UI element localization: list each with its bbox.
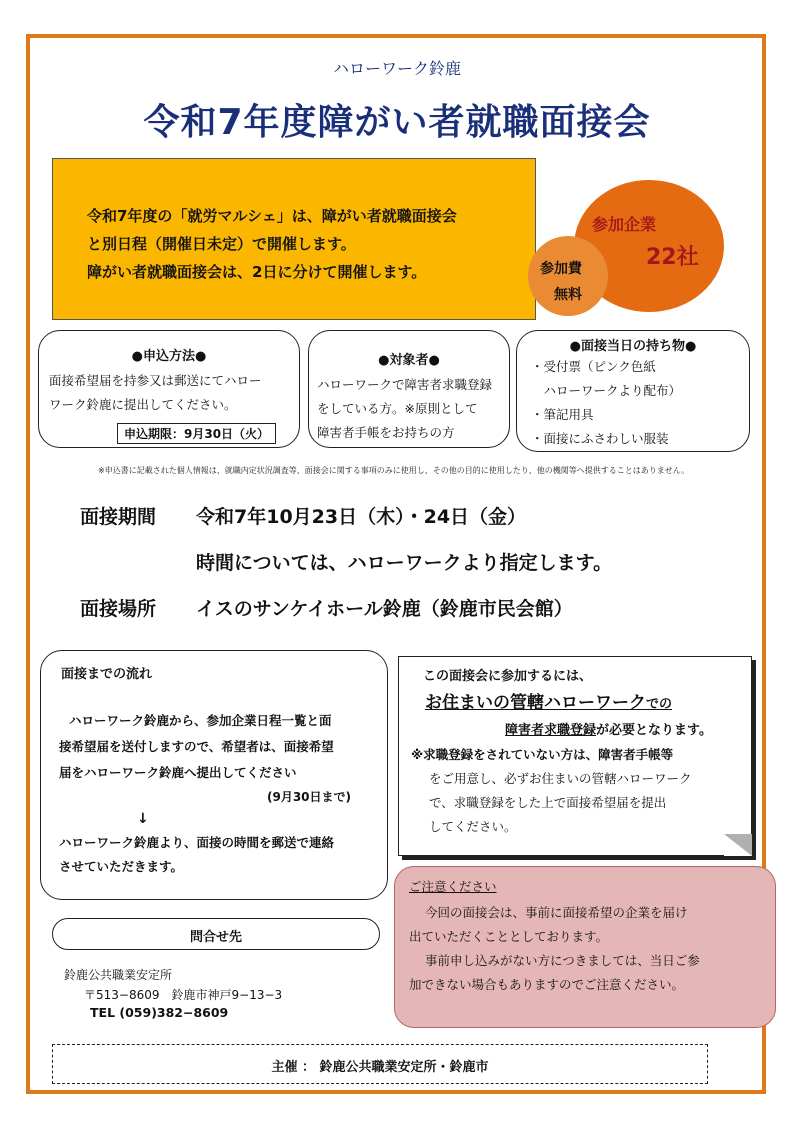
contact-tel: TEL (059)382−8609 [90, 1005, 229, 1020]
application-deadline: 申込期限：9月30日（火） [117, 423, 276, 444]
condition-box [398, 656, 752, 856]
condition-emphasis [425, 691, 672, 717]
target-text: 障害者手帳をお持ちの方 [317, 425, 455, 440]
page-title: 令和7年度障がい者就職面接会 [143, 102, 651, 143]
application-heading: ●申込方法● [131, 349, 207, 364]
contact-heading-pill [52, 918, 380, 950]
sponsor-text: 主催 ： 鈴鹿公共職業安定所・鈴鹿市 [271, 1060, 489, 1075]
condition-line: で、求職登録をした上で面接希望届を提出 [429, 795, 667, 810]
caution-text: 事前申し込みがない方につきましては、当日ご参 [425, 953, 700, 968]
companies-label: 参加企業 [592, 215, 657, 234]
flow-text: 届をハローワーク鈴鹿へ提出してください [59, 765, 297, 780]
application-text: 面接希望届を持参又は郵送にてハロー [49, 373, 262, 388]
caution-box [394, 866, 776, 1028]
intro-line: と別日程（開催日未定）で開催します。 [87, 235, 356, 253]
target-heading: ●対象者● [378, 353, 440, 368]
intro-box [52, 158, 536, 320]
page-fold-corner [724, 834, 752, 856]
belongings-item: ・受付票（ピンク色紙 [531, 359, 656, 374]
companies-count: 22社 [646, 245, 699, 270]
flow-text: 接希望届を送付しますので、希望者は、面接希望 [59, 739, 334, 754]
privacy-note: ※申込書に記載された個人情報は、就職内定状況調査等、面接会に関する事項のみに使用し、その他の目的に使用したり、他の機関等へ提供することはありません。 [98, 466, 690, 475]
belongings-box [516, 330, 750, 452]
condition-required: が必要となります。 [596, 723, 712, 738]
caution-heading: ご注意ください [409, 879, 497, 894]
belongings-item: ハローワークより配布） [531, 383, 682, 398]
fee-value: 無料 [554, 287, 582, 303]
caution-text: 今回の面接会は、事前に面接希望の企業を届け [425, 905, 688, 920]
period-value: 令和7年10月23日（木）・24日（金） [196, 506, 527, 528]
belongings-heading: ●面接当日の持ち物● [569, 339, 697, 354]
period-label: 面接期間 [80, 506, 157, 528]
flow-arrow: ↓ [137, 811, 149, 827]
intro-line: 障がい者就職面接会は、2日に分けて開催します。 [87, 263, 427, 281]
flow-box [40, 650, 388, 900]
condition-emphasis-suffix: での [646, 697, 673, 712]
fee-label: 参加費 [540, 261, 582, 277]
contact-office: 鈴鹿公共職業安定所 [64, 968, 173, 982]
contact-heading: 問合せ先 [189, 930, 242, 945]
caution-text: 加できない場合もありますのでご注意ください。 [409, 977, 685, 992]
condition-line: ※求職登録をされていない方は、障害者手帳等 [411, 747, 674, 762]
belongings-item: ・面接にふさわしい服装 [531, 431, 669, 446]
office-subtitle: ハローワーク鈴鹿 [332, 59, 461, 78]
venue-value: イスのサンケイホール鈴鹿（鈴鹿市民会館） [196, 598, 573, 620]
target-box [308, 330, 510, 448]
venue-label: 面接場所 [80, 598, 157, 620]
sponsor-box [52, 1044, 708, 1084]
condition-line: してください。 [429, 819, 517, 834]
belongings-item: ・筆記用具 [531, 407, 594, 422]
fee-badge [528, 236, 608, 316]
flow-deadline: (9月30日まで) [267, 790, 352, 804]
caution-text: 出ていただくこととしております。 [409, 929, 609, 944]
contact-address: 〒513−8609 鈴鹿市神戸9−13−3 [84, 988, 283, 1002]
application-text: ワーク鈴鹿に提出してください。 [49, 397, 237, 412]
condition-line: この面接会に参加するには、 [423, 669, 593, 684]
flow-text: ハローワーク鈴鹿から、参加企業日程一覧と面 [69, 713, 332, 728]
target-text: ハローワークで障害者求職登録 [317, 377, 493, 392]
condition-line [505, 719, 712, 743]
application-box [38, 330, 300, 448]
time-note: 時間については、ハローワークより指定します。 [196, 552, 613, 574]
target-text: をしている方。※原則として [317, 401, 478, 416]
condition-emphasis-text: お住まいの管轄ハローワーク [425, 693, 646, 713]
flow-text: ハローワーク鈴鹿より、面接の時間を郵送で連絡 [59, 835, 335, 850]
condition-line: をご用意し、必ずお住まいの管轄ハローワーク [429, 771, 692, 786]
intro-line: 令和7年度の「就労マルシェ」は、障がい者就職面接会 [87, 207, 457, 225]
flow-text: させていただきます。 [59, 859, 184, 874]
condition-registration: 障害者求職登録 [505, 723, 597, 738]
flow-heading: 面接までの流れ [61, 667, 153, 682]
